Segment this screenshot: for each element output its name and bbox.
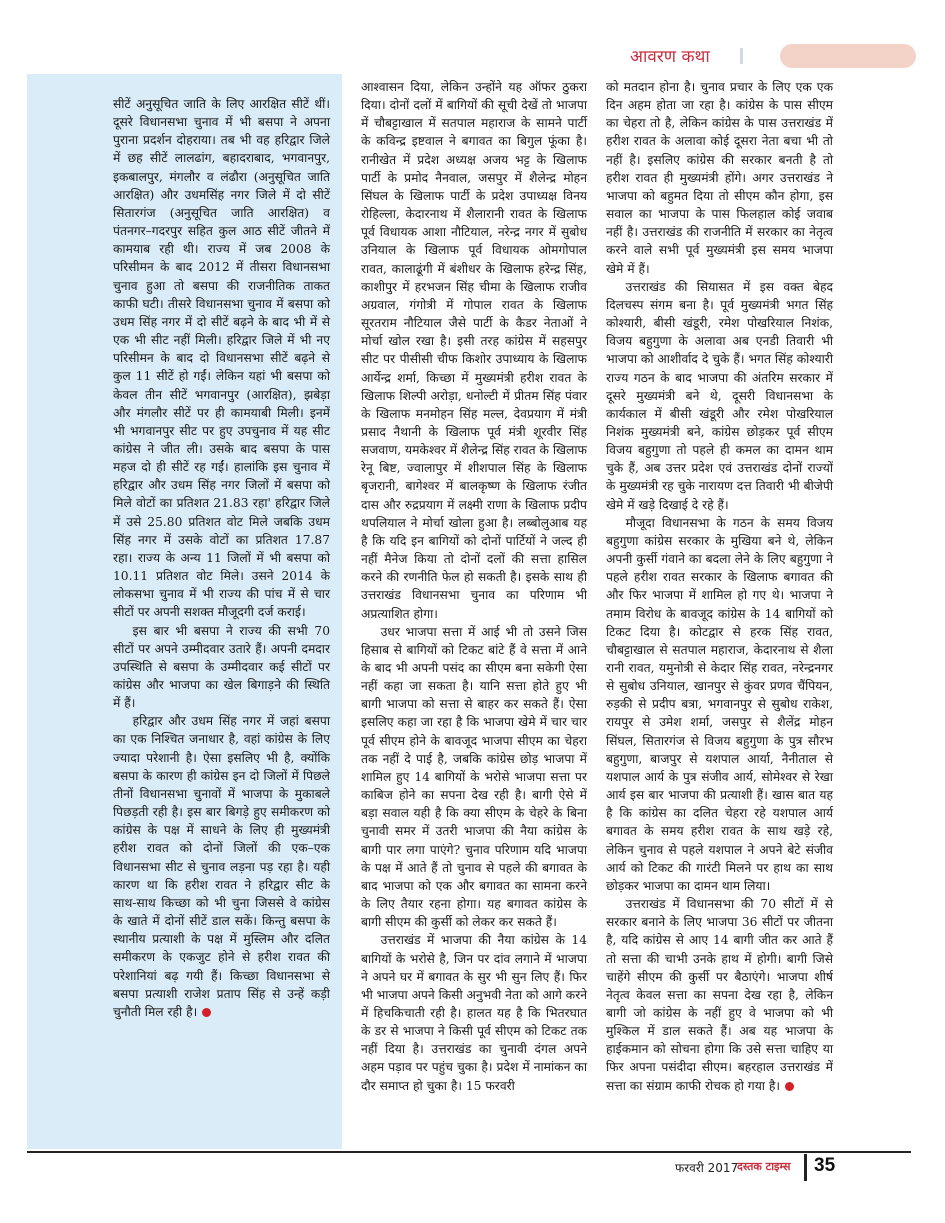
paragraph: इस बार भी बसपा ने राज्य की सभी 70 सीटों पर अपने उम्मीदवार उतारे हैं। अपनी दमदार उपस्थिति से बसपा के उम्मीदवार कई सीटों पर कांग्रेस और भाजपा का खेल बिगाड़ने की स्थिति में हैं। [113,623,330,711]
paragraph-text: उत्तराखंड में विधानसभा की 70 सीटों में से सरकार बनाने के लिए भाजपा 36 सीटों पर जीतना है, यदि कांग्रेस से आए 14 बागी जीत कर आते हैं तो सत्ता की चाभी उनके हाथ में होगी। बागी जिसे चाहेंगे सीएम की कुर्सी पर बैठाएंगे। भाजपा शीर्ष नेतृत्व केवल सत्ता का सपना देख रहा है, लेकिन बागी जो कांग्रेस के नहीं हुए वे भाजपा को भी मुश्किल में डाल सकते हैं। अब यह भाजपा के हाईकमान को सोचना होगा कि उसे सत्ता चाहिए या फिर अपना पसंदीदा सीएम। बहरहाल उत्तराखंड में सत्ता का संग्राम काफी रोचक हो गया है। [606,897,833,1093]
paragraph: उधर भाजपा सत्ता में आई भी तो उसने जिस हिसाब से बागियों को टिकट बांटे हैं वे सत्ता में आने के बाद भी अपनी पसंद का सीएम बना सकेगी ऐसा नहीं कहा जा सकता है। यानि सत्ता होते हुए भी बागी भाजपा को सत्ता से बाहर कर सकते हैं। ऐसा इसलिए कहा जा रहा है कि भाजपा खेमे में चार चार पूर्व सीएम होने के बावजूद भाजपा सीएम का चेहरा तक नहीं दे पाई है, जबकि कांग्रेस छोड़ भाजपा में शामिल हुए 14 बागियों के भरोसे भाजपा सत्ता पर काबिज होने का सपना देख रही है। बागी ऐसे में बड़ा सवाल यही है कि क्या सीएम के चेहरे के बिना चुनावी समर में उतरी भाजपा की नैया कांग्रेस के बागी पार लगा पाएंगे? चुनाव परिणाम यदि भाजपा के पक्ष में आते हैं तो चुनाव से पहले की बगावत के बाद भाजपा को एक और बगावत का सामना करने के लिए तैयार रहना होगा। यह बगावत कांग्रेस के बागी सीएम की कुर्सी को लेकर कर सकते हैं। [361,624,587,930]
article-column-3 [606,78,833,1095]
paragraph: मौजूदा विधानसभा के गठन के समय विजय बहुगुणा कांग्रेस सरकार के मुखिया बने थे, लेकिन अपनी कुर्सी गंवाने का बदला लेने के लिए बहुगुणा ने पहले हरीश रावत सरकार के खिलाफ बगावत की और फिर भाजपा में शामिल हो गए थे। भाजपा ने तमाम विरोध के बावजूद कांग्रेस के 14 बागियों को टिकट दिया है। कोटद्वार से हरक सिंह रावत, चौबट्टाखाल से सतपाल महाराज, केदारनाथ से शैला रानी रावत, यमुनोत्री से केदार सिंह रावत, नरेन्द्रनगर से सुबोध उनियाल, खानपुर से कुंवर प्रणव चैंपियन, रुड़की से प्रदीप बत्रा, भगवानपुर से सुबोध राकेश, रायपुर से उमेश शर्मा, जसपुर से शैलेंद्र मोहन सिंघल, सितारगंज से विजय बहुगुणा के पुत्र सौरभ बहुगुणा, बाजपुर से यशपाल आर्या, नैनीताल से यशपाल आर्य के पुत्र संजीव आर्य, सोमेश्वर से रेखा आर्य इस बार भाजपा की प्रत्याशी हैं। खास बात यह है कि कांग्रेस का दलित चेहरा रहे यशपाल आर्य बगावत के समय हरीश रावत के साथ खड़े रहे, लेकिन चुनाव से पहले यशपाल ने अपने बेटे संजीव आर्य को टिकट की गारंटी मिलने पर हाथ का साथ छोड़कर भाजपा का दामन थाम लिया। [606,515,833,893]
end-mark-icon [785,1082,794,1091]
paragraph: आश्वासन दिया, लेकिन उन्होंने यह ऑफर ठुकरा दिया। दोनों दलों में बागियों की सूची देखें तो भाजपा में चौबट्टाखाल में सतपाल महाराज के सामने पार्टी के कविन्द्र इष्टवाल ने बगावत का बिगुल फूंका है। रानीखेत में प्रदेश अध्यक्ष अजय भट्ट के खिलाफ पार्टी के प्रमोद नैनवाल, जसपुर में शैलेन्द्र मोहन सिंघल के खिलाफ पार्टी के प्रदेश उपाध्यक्ष विनय रोहिल्ला, केदारनाथ में शैलारानी रावत के खिलाफ पूर्व विधायक आशा नौटियाल, नरेन्द्र नगर में सुबोध उनियाल के खिलाफ पूर्व विधायक ओमगोपाल रावत, कालाढूंगी में बंशीधर के खिलाफ हरेन्द्र सिंह, काशीपुर में हरभजन सिंह चीमा के खिलाफ राजीव अग्रवाल, गंगोत्री में गोपाल रावत के खिलाफ सूरतराम नौटियाल जैसे पार्टी के कैडर नेताओं ने मोर्चा खोल रखा है। इसी तरह कांग्रेस में सहसपुर सीट पर पीसीसी चीफ किशोर उपाध्याय के खिलाफ आर्येन्द्र शर्मा, किच्छा में मुख्यमंत्री हरीश रावत के खिलाफ शिल्पी अरोड़ा, धनोल्टी में प्रीतम सिंह पंवार के खिलाफ मनमोहन सिंह मल्ल, देवप्रयाग में मंत्री प्रसाद नैथानी के खिलाफ पूर्व मंत्री शूरवीर सिंह सजवाण, यमकेश्वर में शैलेन्द्र सिंह रावत के खिलाफ रेनू बिष्ट, ज्वालापुर में शीशपाल सिंह के खिलाफ बृजरानी, बागेश्वर में बालकृष्ण के खिलाफ रंजीत दास और रुद्रप्रयाग में लक्ष्मी राणा के खिलाफ प्रदीप थपलियाल ने मोर्चा खोला हुआ है। लब्बोलुआब यह है कि यदि इन बागियों को दोनों पार्टियों ने जल्द ही नहीं मैनेज किया तो दोनों दलों की सत्ता हासिल करने की रणनीति फेल हो सकती है। इसके साथ ही उत्तराखंड विधानसभा चुनाव का परिणाम भी अप्रत्याशित होगा। [361,80,587,621]
section-title: आवरण कथा [630,47,710,67]
paragraph [606,895,833,1095]
footer-date: फरवरी 2017 [675,1161,739,1175]
page-number: 35 [814,1155,836,1176]
paragraph: को मतदान होना है। चुनाव प्रचार के लिए एक एक दिन अहम होता जा रहा है। कांग्रेस के पास सीएम का चेहरा तो है, लेकिन कांग्रेस के पास उत्तराखंड में हरीश रावत के अलावा कोई दूसरा नेता बचा भी तो नहीं है। इसलिए कांग्रेस की सरकार बनती है तो हरीश रावत ही मुख्यमंत्री होंगे। अगर उत्तराखंड ने भाजपा को बहुमत दिया तो सीएम कौन होगा, इस सवाल का भाजपा के पास फिलहाल कोई जवाब नहीं है। उत्तराखंड की राजनीति में सरकार का नेतृत्व करने वाले सभी पूर्व मुख्यमंत्री इस समय भाजपा खेमे में हैं। [606,80,833,276]
article-column-1 [113,95,330,1021]
paragraph: उत्तराखंड में भाजपा की नैया कांग्रेस के 14 बागियों के भरोसे है, जिन पर दांव लगाने में भाजपा ने अपने घर में बगावत के सुर भी सुन लिए हैं। फिर भी भाजपा अपने किसी अनुभवी नेता को आगे करने में हिचकिचाती रही है। हालत यह है कि भितरघात के डर से भाजपा ने किसी पूर्व सीएम को टिकट तक नहीं दिया है। उत्तराखंड का चुनावी दंगल अपने अहम पड़ाव पर पहुंच चुका है। प्रदेश में नामांकन का दौर समाप्त हो चुका है। 15 फरवरी [361,933,588,1093]
publication-logo: दस्तक टाइम्स [737,1160,791,1173]
paragraph: उत्तराखंड की सियासत में इस वक्त बेहद दिलचस्प संगम बना है। पूर्व मुख्यमंत्री भगत सिंह कोश्यारी, बीसी खंडूरी, रमेश पोखरियाल निशंक, विजय बहुगुणा के अलावा अब एनडी तिवारी भी भाजपा को आशीर्वाद दे चुके हैं। भगत सिंह कोश्यारी राज्य गठन के बाद भाजपा की अंतरिम सरकार में दूसरे मुख्यमंत्री बने थे, दूसरी विधानसभा के कार्यकाल में बीसी खंडूरी और रमेश पोखरियाल निशंक मुख्यमंत्री बने, कांग्रेस छोड़कर पूर्व सीएम विजय बहुगुणा तो पहले ही कमल का दामन थाम चुके हैं, अब उत्तर प्रदेश एवं उत्तराखंड दोनों राज्यों के मुख्यमंत्री रह चुके नारायण दत्त तिवारी भी बीजेपी खेमे में खड़े दिखाई दे रहे हैं। [606,279,833,512]
paragraph [113,712,330,1021]
header-separator [740,48,743,64]
footer-rule [27,1151,911,1153]
article-column-2 [361,78,587,1095]
end-mark-icon [202,1008,211,1017]
header-decoration [780,44,916,68]
paragraph-text: हरिद्वार और उधम सिंह नगर में जहां बसपा का एक निश्चित जनाधार है, वहां कांग्रेस के लिए ज्यादा परेशानी है। ऐसा इसलिए भी है, क्योंकि बसपा के कारण ही कांग्रेस इन दो जिलों में पिछले तीनों विधानसभा चुनावों में भाजपा के मुकाबले पिछड़ती रही है। इस बार बिगड़े हुए समीकरण को कांग्रेस के पक्ष में साधने के लिए ही मुख्यमंत्री हरीश रावत को दोनों जिलों की एक–एक विधानसभा सीट से चुनाव लड़ना पड़ रहा है। यही कारण था कि हरीश रावत ने हरिद्वार सीट के साथ-साथ किच्छा को भी चुना जिससे वे कांग्रेस के खाते में दोनों सीटें डाल सकें। किन्तु बसपा के स्थानीय प्रत्याशी के पक्ष में मुस्लिम और दलित समीकरण के एकजुट होने से हरीश रावत की परेशानियां बढ़ गयी हैं। किच्छा विधानसभा से बसपा प्रत्याशी राजेश प्रताप सिंह से उन्हें कड़ी चुनौती मिल रही है। [113,714,330,1019]
footer-divider [804,1154,807,1181]
paragraph: सीटें अनुसूचित जाति के लिए आरक्षित सीटें थीं। दूसरे विधानसभा चुनाव में भी बसपा ने अपना पुराना प्रदर्शन दोहराया। तब भी वह हरिद्वार जिले में छह सीटें लालढांग, बहादराबाद, भगवानपुर, इकबालपुर, मंगलौर व लंढौरा (अनुसूचित जाति आरक्षित) और उधमसिंह नगर जिले में दो सीटें सितारगंज (अनुसूचित जाति आरक्षित) व पंतनगर–गदरपुर सहित कुल आठ सीटें जीतने में कामयाब रही थी। राज्य में जब 2008 के परिसीमन के बाद 2012 में तीसरा विधानसभा चुनाव हुआ तो बसपा की राजनीतिक ताकत काफी घटी। तीसरे विधानसभा चुनाव में बसपा को उधम सिंह नगर में दो सीटें बढ़ने के बाद भी में से एक भी सीट नहीं मिली। हरिद्वार जिले में भी नए परिसीमन के बाद दो विधानसभा सीटें बढ़ने से कुल 11 सीटें हो गईं। लेकिन यहां भी बसपा को केवल तीन सीटें भगवानपुर (आरक्षित), झबेड़ा और मंगलौर सीटें पर ही कामयाबी मिली। इनमें भी भगवानपुर सीट पर हुए उपचुनाव में यह सीट कांग्रेस ने जीत ली। उसके बाद बसपा के पास महज दो ही सीटें रह गईं। हालांकि इस चुनाव में हरिद्वार और उधम सिंह नगर जिलों में बसपा को मिले वोटों का प्रतिशत 21.83 रहा' हरिद्वार जिले में उसे 25.80 प्रतिशत वोट मिले जबकि उधम सिंह नगर में उसके वोटों का प्रतिशत 17.87 रहा। राज्य के अन्य 11 जिलों में भी बसपा को 10.11 प्रतिशत वोट मिले। उसने 2014 के लोकसभा चुनाव में भी राज्य की पांच में से चार सीटों पर अपनी सशक्त मौजूदगी दर्ज कराई। [113,97,330,620]
